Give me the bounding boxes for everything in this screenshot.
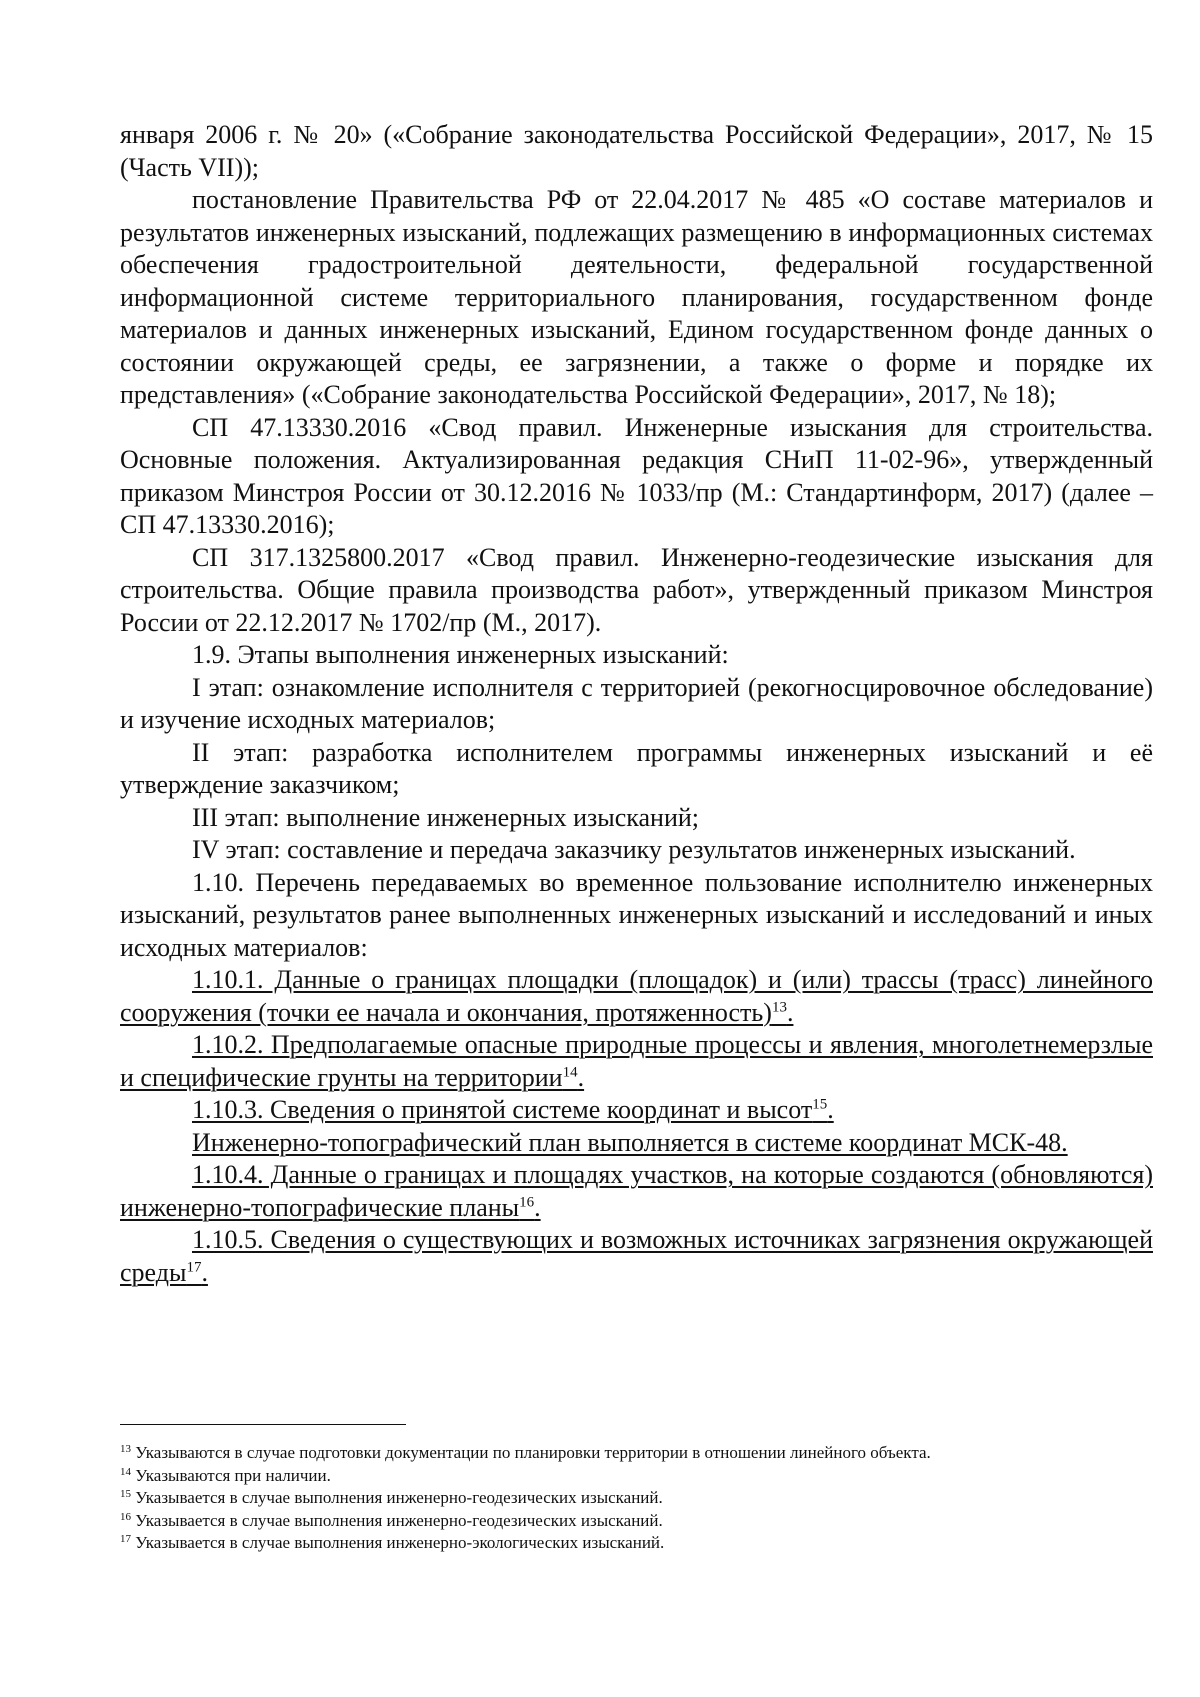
paragraph-postanovlenie-485	[120, 184, 1153, 412]
footnote-14	[120, 1465, 1153, 1488]
footnote-13	[120, 1442, 1153, 1465]
paragraph-1-10-5	[120, 1224, 1153, 1289]
paragraph-continuation	[120, 119, 1153, 184]
footnote-ref-14[interactable]: 14	[562, 1063, 578, 1080]
paragraph-end-mark: .	[534, 1192, 541, 1222]
paragraph-1-10-4	[120, 1159, 1153, 1224]
paragraph-text: 1.9. Этапы выполнения инженерных изысканий:	[192, 640, 729, 669]
footnotes	[120, 1442, 1153, 1555]
footnote-text: Указываются в случае подготовки документации по планировки территории в отношении линейного объекта.	[131, 1443, 931, 1462]
paragraph-end-mark: .	[201, 1257, 208, 1287]
paragraph-text: постановление Правительства РФ от 22.04.2017 № 485 «О составе материалов и результатов инженерных изысканий, подлежащих размещению в информационных системах обеспечения градостроительной деятельности, федеральной государственной информационной системе территориального планирования, государственном фонде материалов и данных инженерных изысканий, Едином государственном фонде данных о состоянии окружающей среды, ее загрязнении, а также о форме и порядке их представления» («Собрание законодательства Российской Федерации», 2017, № 18);	[120, 185, 1153, 409]
paragraph-text: 1.10.2. Предполагаемые опасные природные процессы и явления, многолетнемерзлые и специфические грунты на территории	[120, 1030, 1153, 1092]
paragraph-text: января 2006 г. № 20» («Собрание законодательства Российской Федерации», 2017, № 15 (Часть VII));	[120, 120, 1153, 182]
footnote-ref-16[interactable]: 16	[519, 1193, 535, 1210]
paragraph-text: II этап: разработка исполнителем программы инженерных изысканий и её утверждение заказчиком;	[120, 737, 1153, 799]
paragraph-1-10-3	[120, 1094, 1153, 1127]
paragraph-text: СП 47.13330.2016 «Свод правил. Инженерные изыскания для строительства. Основные положения. Актуализированная редакция СНиП 11-02-96», утвержденный приказом Минстроя России от 30.12.2016 № 1033/пр (М.: Стандартинформ, 2017) (далее – СП 47.13330.2016);	[120, 412, 1153, 539]
paragraph-1-9-heading	[120, 639, 1153, 672]
paragraph-text: 1.10. Перечень передаваемых во временное пользование исполнителю инженерных изысканий, результатов ранее выполненных инженерных изысканий и исследований и иных исходных материалов:	[120, 867, 1153, 962]
footnote-16	[120, 1510, 1153, 1533]
paragraph-sp-47	[120, 412, 1153, 542]
paragraph-stage-4	[120, 834, 1153, 867]
footnote-text: Указывается в случае выполнения инженерно-геодезических изысканий.	[131, 1488, 663, 1508]
footnote-number: 13	[120, 1443, 131, 1455]
footnote-17	[120, 1532, 1153, 1555]
footnote-ref-13[interactable]: 13	[771, 998, 787, 1015]
paragraph-1-10	[120, 867, 1153, 965]
paragraph-text: 1.10.5. Сведения о существующих и возможных источниках загрязнения окружающей среды	[120, 1225, 1153, 1287]
paragraph-stage-2	[120, 737, 1153, 802]
footnote-15	[120, 1487, 1153, 1510]
footnote-text: Указываются при наличии.	[131, 1465, 331, 1485]
paragraph-text: СП 317.1325800.2017 «Свод правил. Инженерно-геодезические изыскания для строительства. Общие правила производства работ», утвержденный приказом Минстроя России от 22.12.2017 № 1702/пр (М., 2017).	[120, 542, 1153, 637]
paragraph-stage-1	[120, 672, 1153, 737]
footnote-ref-15[interactable]: 15	[812, 1096, 828, 1113]
paragraph-end-mark: .	[786, 997, 794, 1027]
paragraph-text: Инженерно-топографический план выполняется в системе координат МСК-48.	[192, 1127, 1068, 1157]
paragraph-text: 1.10.1. Данные о границах площадки (площадок) и (или) трассы (трасс) линейного сооружения (точки ее начала и окончания, протяженность)	[120, 965, 1153, 1027]
paragraph-1-10-2	[120, 1029, 1153, 1094]
paragraph-sp-317	[120, 542, 1153, 640]
footnote-text: Указывается в случае выполнения инженерно-экологических изысканий.	[131, 1533, 665, 1553]
footnote-separator	[120, 1424, 406, 1425]
paragraph-msk-48	[120, 1127, 1153, 1160]
paragraph-end-mark: .	[577, 1062, 585, 1092]
paragraph-stage-3	[120, 802, 1153, 835]
footnote-number: 17	[120, 1533, 131, 1546]
footnote-number: 16	[120, 1510, 131, 1523]
paragraph-text: 1.10.4. Данные о границах и площадях участков, на которые создаются (обновляются) инженерно-топографические планы	[120, 1160, 1153, 1222]
paragraph-end-mark: .	[827, 1095, 834, 1124]
footnote-number: 15	[120, 1488, 131, 1501]
footnote-number: 14	[120, 1465, 131, 1478]
paragraph-text: IV этап: составление и передача заказчику результатов инженерных изысканий.	[192, 835, 1076, 864]
footnote-text: Указывается в случае выполнения инженерно-геодезических изысканий.	[131, 1510, 663, 1530]
footnote-ref-17[interactable]: 17	[186, 1258, 202, 1275]
document-body	[120, 119, 1153, 1289]
paragraph-1-10-1	[120, 964, 1153, 1029]
paragraph-text: 1.10.3. Сведения о принятой системе координат и высот	[192, 1095, 813, 1124]
paragraph-text: I этап: ознакомление исполнителя с территорией (рекогносцировочное обследование) и изучение исходных материалов;	[120, 672, 1153, 734]
paragraph-text: III этап: выполнение инженерных изысканий;	[192, 802, 700, 832]
